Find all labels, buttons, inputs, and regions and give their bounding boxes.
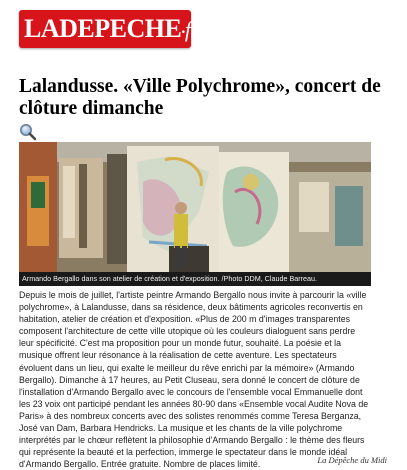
logo-suffix: fr — [184, 17, 199, 42]
article-photo[interactable] — [19, 142, 371, 272]
source-credit: La Dépêche du Midi — [317, 455, 387, 465]
ladepeche-logo[interactable] — [19, 10, 199, 48]
article-body-paragraph: Depuis le mois de juillet, l'artiste peintre Armando Bergallo nous invite à parcourir la «ville polychrome», à Lalandusse, dans sa résidence, deux bâtiments agricoles reconvertis en habitation, atelier de création et d'exposition. «Plus de 200 m d'images transparentes composent l'architecture de cette ville utopique où les couleurs dialoguent sans perdre leur spécificité. C'est ma proposition pour un monde futur, souhaité. La poésie et la musique offrent leur résonance à la réalisation de cette aventure. Les spectateurs évoluent dans un lieu, qui exalte le meilleur du rêve enrichi par la mémoire» (Armando Bergallo). Dimanche à 17 heures, au Petit Cluseau, sera donné le concert de clôture de l'installation d'Armando Bergallo avec le concours de l'ensemble vocal Emmanuelle dont les 23 voix ont participé pendant les années 80-90 dans «Ensemble vocal Audite Nova de Paris» à des nombreux concerts avec des solistes renommés comme Teresa Berganza, José van Dam, Barbara Hendricks. La musique et les chants de la ville polychrome interprétés par le chœur reflètent la philosophie d'Armando Bergallo : le thème des fleurs qui représente la beauté et la perfection, immerge le spectateur dans le monde idéal d'Armando Bergallo. Entrée gratuite. Nombre de places limité. — [19, 290, 369, 470]
magnifier-zoom-icon[interactable] — [19, 123, 37, 141]
logo-main-text: LADEPECHE — [24, 14, 182, 43]
article-body — [19, 289, 371, 470]
photo-caption: Armando Bergallo dans son atelier de création et d'exposition. /Photo DDM, Claude Barreau. — [19, 272, 371, 286]
article-title: Lalandusse. «Ville Polychrome», concert de clôture dimanche — [19, 76, 381, 119]
logo-separator: . — [181, 20, 185, 37]
